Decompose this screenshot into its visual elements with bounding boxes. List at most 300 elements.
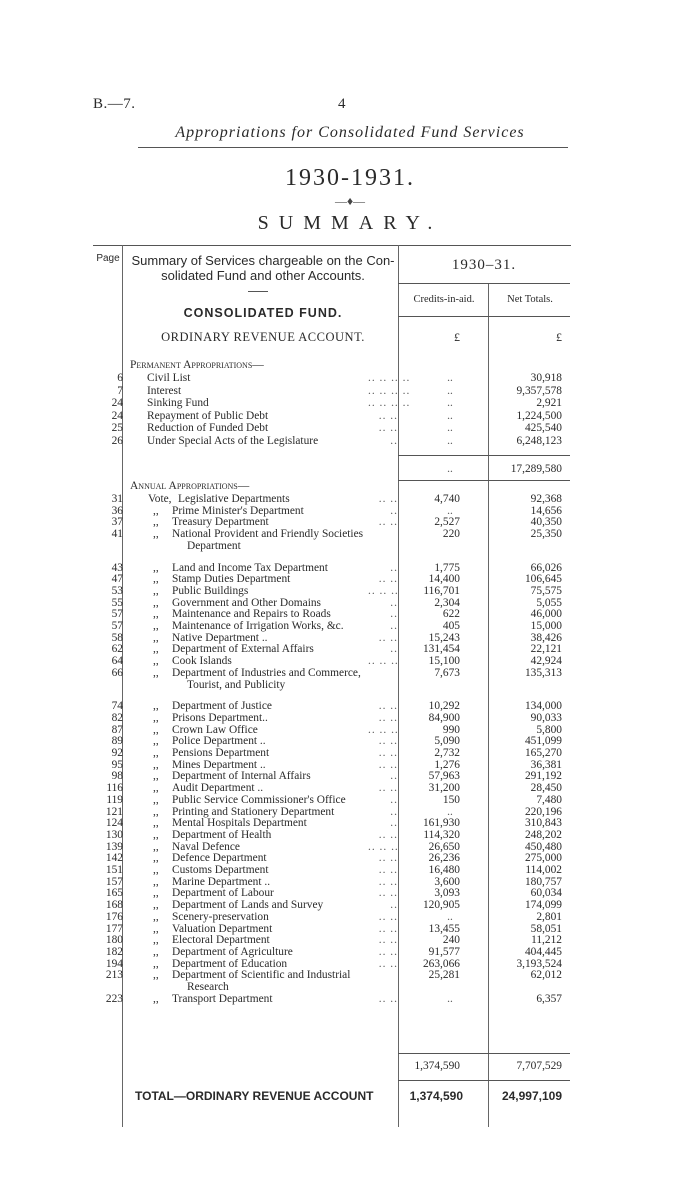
account-title: ORDINARY REVENUE ACCOUNT. <box>161 330 365 344</box>
row-page: 119 <box>106 793 123 806</box>
row-page: 165 <box>105 887 123 900</box>
ditto-mark: ,, <box>153 504 159 517</box>
row-leader-dots: .. .. <box>378 957 398 970</box>
row-net-total: 30,918 <box>530 372 562 384</box>
row-label: Marine Department .. <box>172 875 271 888</box>
row-net-total: 220,196 <box>524 805 562 818</box>
row-credits: 3,600 <box>434 875 460 888</box>
ditto-mark: ,, <box>153 655 159 668</box>
row-page: 64 <box>111 655 123 668</box>
ditto-mark: ,, <box>153 922 159 935</box>
row-label-continuation: Department <box>187 539 241 552</box>
row-net-total: 3,193,524 <box>516 957 562 970</box>
fund-title: CONSOLIDATED FUND. <box>183 306 343 320</box>
ditto-mark: ,, <box>153 573 159 586</box>
table-row <box>0 435 700 448</box>
row-leader-dots: .. .. <box>378 782 398 795</box>
row-credits: 7,673 <box>434 666 460 679</box>
row-label: Prime Minister's Department <box>172 504 304 517</box>
row-credits: 2,732 <box>434 747 460 759</box>
ditto-mark: ,, <box>153 584 159 597</box>
row-net-total: 14,656 <box>530 504 562 517</box>
row-credits: 26,236 <box>428 852 460 865</box>
row-credits: .. <box>447 805 453 818</box>
row-leader-dots: .. .. <box>378 700 398 713</box>
annual-subtotal-row <box>0 1060 700 1073</box>
table-row <box>0 993 700 1006</box>
row-label: Mental Hospitals Department <box>172 817 307 830</box>
year-underline <box>398 283 570 284</box>
row-label: Department of External Affairs <box>172 643 314 656</box>
table-row <box>0 385 700 398</box>
ditto-mark: ,, <box>153 735 159 748</box>
ditto-mark: ,, <box>153 805 159 818</box>
annual-subtotal-credits: 1,374,590 <box>414 1060 460 1072</box>
ditto-mark: ,, <box>153 620 159 632</box>
row-credits: .. <box>447 992 453 1005</box>
row-label: Land and Income Tax Department <box>172 561 328 574</box>
row-net-total: 90,033 <box>530 711 562 724</box>
row-page: 24 <box>111 397 123 410</box>
row-page: 157 <box>105 875 123 888</box>
row-leader-dots: .. .. <box>378 852 398 865</box>
row-leader-dots: .. .. <box>378 992 398 1005</box>
row-label: Printing and Stationery Department <box>172 805 335 818</box>
table-description-line1: Summary of Services chargeable on the Con- <box>131 253 395 268</box>
row-leader-dots: .. .. <box>378 934 398 947</box>
row-page: 31 <box>111 493 123 505</box>
ditto-mark: ,, <box>153 840 159 853</box>
row-page: 139 <box>105 840 123 853</box>
row-page: 57 <box>111 608 123 621</box>
row-page: 36 <box>111 504 123 517</box>
row-label: Legislative Departments <box>178 493 290 505</box>
row-page: 6 <box>117 372 123 384</box>
row-leader-dots: .. .. .. .. <box>368 397 411 410</box>
row-page: 95 <box>111 758 123 771</box>
ditto-mark: ,, <box>153 852 159 865</box>
ditto-mark: ,, <box>153 608 159 621</box>
net-column-header: Net Totals. <box>507 294 553 305</box>
row-net-total: 15,000 <box>530 620 562 632</box>
row-label: Under Special Acts of the Legislature <box>147 435 319 447</box>
row-page: 25 <box>111 422 123 435</box>
row-leader-dots: .. .. <box>378 711 398 724</box>
row-net-total: 404,445 <box>524 945 562 958</box>
ditto-mark: ,, <box>153 817 159 830</box>
row-label: Cook Islands <box>172 655 232 668</box>
row-label: Reduction of Funded Debt <box>147 422 269 435</box>
row-page: 176 <box>105 910 123 923</box>
row-page: 130 <box>105 828 123 841</box>
row-net-total: 22,121 <box>530 643 562 656</box>
row-net-total: 38,426 <box>530 631 562 644</box>
table-row <box>0 422 700 435</box>
row-credits: 990 <box>442 723 460 736</box>
row-leader-dots: .. <box>390 817 398 830</box>
row-net-total: 25,350 <box>530 528 562 541</box>
row-net-total: 7,480 <box>536 793 562 806</box>
table-row-continuation <box>0 540 700 553</box>
row-leader-dots: .. <box>390 770 398 783</box>
row-credits: 4,740 <box>434 493 460 505</box>
row-label: Department of Education <box>172 957 288 970</box>
row-page: 87 <box>111 723 123 736</box>
row-label: Pensions Department <box>172 747 270 759</box>
page-title: Appropriations for Consolidated Fund Services <box>175 124 525 141</box>
row-credits: .. <box>447 384 453 397</box>
row-credits: 131,454 <box>422 643 460 656</box>
row-leader-dots: .. .. .. <box>368 655 399 668</box>
row-label: Interest <box>147 384 182 397</box>
row-credits: 150 <box>442 793 460 806</box>
total-credits: 1,374,590 <box>409 1089 463 1103</box>
row-page: 7 <box>117 384 123 397</box>
short-rule <box>248 291 268 292</box>
row-label: Prisons Department.. <box>172 711 268 724</box>
row-leader-dots: .. .. <box>378 493 398 505</box>
row-leader-dots: .. <box>390 504 398 517</box>
row-credits: 31,200 <box>428 782 460 795</box>
row-page: 168 <box>105 899 123 912</box>
permanent-subtotal-rule <box>398 455 570 456</box>
row-label: Treasury Department <box>172 516 269 529</box>
row-label: Customs Department <box>172 864 269 876</box>
ditto-mark: ,, <box>153 793 159 806</box>
ditto-mark: ,, <box>153 643 159 656</box>
page-number: 4 <box>338 96 346 112</box>
row-leader-dots: .. .. <box>378 875 398 888</box>
row-leader-dots: .. .. <box>378 631 398 644</box>
row-leader-dots: .. .. <box>378 922 398 935</box>
table-row-continuation <box>0 679 700 692</box>
row-net-total: 6,357 <box>536 992 562 1005</box>
row-page: 177 <box>105 922 123 935</box>
row-page: 47 <box>111 573 123 586</box>
row-leader-dots: .. .. <box>378 735 398 748</box>
row-credits: 15,100 <box>428 655 460 668</box>
row-page: 121 <box>105 805 123 818</box>
row-page: 142 <box>105 852 123 865</box>
row-net-total: 451,099 <box>524 735 562 748</box>
title-rule <box>138 147 568 148</box>
row-net-total: 114,002 <box>525 864 562 876</box>
row-net-total: 58,051 <box>530 922 562 935</box>
row-credits: .. <box>447 910 453 923</box>
row-net-total: 134,000 <box>524 700 562 713</box>
row-credits: 10,292 <box>428 700 460 713</box>
ditto-mark: ,, <box>153 758 159 771</box>
year-heading: 1930-1931. <box>285 165 415 191</box>
row-credits: 2,304 <box>434 596 460 609</box>
row-net-total: 66,026 <box>530 561 562 574</box>
table-row <box>0 410 700 423</box>
row-label: Mines Department .. <box>172 758 266 771</box>
row-label: Department of Industries and Commerce, <box>172 666 361 679</box>
row-page: 66 <box>111 666 123 679</box>
ditto-mark: ,, <box>153 700 159 713</box>
row-page: 180 <box>105 934 123 947</box>
table-description-header <box>128 253 398 283</box>
row-page: 37 <box>111 516 123 529</box>
row-net-total: 180,757 <box>524 875 562 888</box>
row-credits: .. <box>447 409 453 422</box>
permanent-appropriations-heading: Permanent Appropriations— <box>130 359 264 371</box>
row-net-total: 11,212 <box>531 934 562 947</box>
row-label: Naval Defence <box>172 840 240 853</box>
row-net-total: 2,921 <box>536 397 562 410</box>
annual-subtotal-net: 7,707,529 <box>516 1060 562 1072</box>
row-credits: 15,243 <box>428 631 460 644</box>
row-credits: 1,276 <box>434 758 460 771</box>
row-page: 58 <box>111 631 123 644</box>
row-label: Department of Justice <box>172 700 272 713</box>
total-top-rule <box>398 1080 570 1081</box>
ditto-mark: ,, <box>153 875 159 888</box>
row-page: 92 <box>111 747 123 759</box>
row-leader-dots: .. .. .. <box>368 584 399 597</box>
row-label: Department of Health <box>172 828 272 841</box>
row-credits: 161,930 <box>422 817 460 830</box>
row-leader-dots: .. <box>390 561 398 574</box>
ornament-divider: —♦— <box>334 194 366 208</box>
row-credits: 26,650 <box>428 840 460 853</box>
row-credits: 84,900 <box>428 711 460 724</box>
row-leader-dots: .. .. <box>378 573 398 586</box>
row-page: 26 <box>111 435 123 447</box>
row-leader-dots: .. .. <box>378 910 398 923</box>
row-leader-dots: .. .. <box>378 409 398 422</box>
row-page: 194 <box>105 957 123 970</box>
row-credits: 622 <box>442 608 460 621</box>
row-net-total: 106,645 <box>524 573 562 586</box>
row-leader-dots: .. <box>390 805 398 818</box>
ditto-mark: ,, <box>153 516 159 529</box>
table-row <box>0 397 700 410</box>
row-net-total: 60,034 <box>530 887 562 900</box>
row-page: 41 <box>111 528 123 541</box>
row-net-total: 36,381 <box>530 758 562 771</box>
row-label: Electoral Department <box>172 934 270 947</box>
row-credits: 263,066 <box>422 957 460 970</box>
row-leader-dots: .. .. <box>378 422 398 435</box>
row-credits: 114,320 <box>423 828 460 841</box>
ditto-mark: ,, <box>153 945 159 958</box>
row-net-total: 40,350 <box>530 516 562 529</box>
credits-currency: £ <box>454 330 460 344</box>
row-label: Department of Agriculture <box>172 945 293 958</box>
row-net-total: 92,368 <box>530 493 562 505</box>
net-currency: £ <box>556 330 562 344</box>
row-page: 223 <box>105 992 123 1005</box>
row-page: 74 <box>111 700 123 713</box>
row-leader-dots: .. .. <box>378 887 398 900</box>
row-leader-dots: .. .. .. <box>368 723 399 736</box>
row-label: Native Department .. <box>172 631 268 644</box>
row-label: Maintenance and Repairs to Roads <box>172 608 331 621</box>
ditto-mark: ,, <box>153 723 159 736</box>
row-leader-dots: .. .. <box>378 945 398 958</box>
ditto-mark: ,, <box>153 782 159 795</box>
permanent-subtotal-row <box>0 463 700 476</box>
total-row <box>0 1090 700 1105</box>
row-net-total: 2,801 <box>536 910 562 923</box>
row-credits: 14,400 <box>428 573 460 586</box>
row-credits: 220 <box>442 528 460 541</box>
row-label: Department of Internal Affairs <box>172 770 311 783</box>
row-credits: 57,963 <box>428 770 460 783</box>
ditto-mark: ,, <box>153 992 159 1005</box>
ditto-mark: ,, <box>153 899 159 912</box>
table-description-line2: solidated Fund and other Accounts. <box>161 268 365 283</box>
row-credits: 240 <box>442 934 460 947</box>
row-net-total: 135,313 <box>524 666 562 679</box>
row-credits: 1,775 <box>434 561 460 574</box>
ditto-mark: ,, <box>153 561 159 574</box>
row-page: 213 <box>105 969 123 982</box>
row-label: Government and Other Domains <box>172 596 321 609</box>
row-label: Public Service Commissioner's Office <box>172 793 346 806</box>
annual-top-rule <box>398 480 570 481</box>
row-page: 151 <box>105 864 123 876</box>
row-label: Department of Labour <box>172 887 274 900</box>
row-leader-dots: .. <box>390 793 398 806</box>
ditto-mark: ,, <box>153 711 159 724</box>
row-net-total: 62,012 <box>530 969 562 982</box>
row-leader-dots: .. .. .. .. <box>368 372 411 384</box>
row-net-total: 46,000 <box>530 608 562 621</box>
ditto-mark: ,, <box>153 934 159 947</box>
row-label: Police Department .. <box>172 735 266 748</box>
credits-column-header: Credits-in-aid. <box>413 294 475 305</box>
ditto-mark: ,, <box>153 631 159 644</box>
ditto-mark: ,, <box>153 864 159 876</box>
document-reference: B.—7. <box>93 96 136 112</box>
row-leader-dots: .. .. <box>378 516 398 529</box>
ditto-mark: ,, <box>153 910 159 923</box>
row-leader-dots: .. <box>390 643 398 656</box>
row-credits: 3,093 <box>434 887 460 900</box>
row-label: Crown Law Office <box>172 723 258 736</box>
row-leader-dots: .. .. <box>378 864 398 876</box>
row-net-total: 275,000 <box>524 852 562 865</box>
row-label-continuation: Tourist, and Publicity <box>187 678 286 691</box>
ditto-mark: ,, <box>153 828 159 841</box>
row-label: Department of Lands and Survey <box>172 899 324 912</box>
row-leader-dots: .. <box>390 620 398 632</box>
annual-subtotal-rule <box>398 1053 570 1054</box>
row-credits: .. <box>447 435 453 447</box>
row-label: Public Buildings <box>172 584 249 597</box>
row-credits: 2,527 <box>434 516 460 529</box>
row-page: 53 <box>111 584 123 597</box>
annual-appropriations-heading: Annual Appropriations— <box>130 480 250 492</box>
row-page: 55 <box>111 596 123 609</box>
row-label: Valuation Department <box>172 922 273 935</box>
row-net-total: 5,055 <box>536 596 562 609</box>
ditto-mark: ,, <box>153 969 159 982</box>
ditto-mark: ,, <box>153 887 159 900</box>
row-net-total: 5,800 <box>536 723 562 736</box>
row-credits: 16,480 <box>428 864 460 876</box>
row-net-total: 28,450 <box>530 782 562 795</box>
permanent-subtotal-net: 17,289,580 <box>510 463 562 475</box>
row-credits: .. <box>447 397 453 410</box>
row-net-total: 6,248,123 <box>516 435 562 447</box>
ditto-mark: ,, <box>153 666 159 679</box>
row-label: Sinking Fund <box>147 397 209 410</box>
row-label: Transport Department <box>172 992 273 1005</box>
row-page: 43 <box>111 561 123 574</box>
vote-prefix: Vote, <box>148 493 172 505</box>
row-credits: .. <box>447 422 453 435</box>
ditto-mark: ,, <box>153 596 159 609</box>
row-page: 24 <box>111 409 123 422</box>
row-net-total: 174,099 <box>524 899 562 912</box>
row-page: 98 <box>111 770 123 783</box>
row-page: 182 <box>105 945 123 958</box>
row-page: 116 <box>106 782 123 795</box>
row-net-total: 291,192 <box>524 770 562 783</box>
row-net-total: 248,202 <box>524 828 562 841</box>
row-leader-dots: .. .. <box>378 747 398 759</box>
row-label: Civil List <box>147 372 191 384</box>
row-label: Maintenance of Irrigation Works, &c. <box>172 620 344 632</box>
page-column-header: Page <box>96 253 120 264</box>
row-net-total: 310,843 <box>524 817 562 830</box>
permanent-subtotal-credits: .. <box>447 463 453 475</box>
row-leader-dots: .. <box>390 435 398 447</box>
row-label: Audit Department .. <box>172 782 264 795</box>
row-leader-dots: .. .. .. <box>368 840 399 853</box>
row-net-total: 450,480 <box>524 840 562 853</box>
table-top-rule <box>93 245 571 246</box>
row-page: 62 <box>111 643 123 656</box>
row-page: 124 <box>105 817 123 830</box>
row-label: Repayment of Public Debt <box>147 409 269 422</box>
row-net-total: 165,270 <box>524 747 562 759</box>
row-label: Scenery-preservation <box>172 910 269 923</box>
row-net-total: 1,224,500 <box>516 409 562 422</box>
row-leader-dots: .. <box>390 596 398 609</box>
ditto-mark: ,, <box>153 770 159 783</box>
row-label: Department of Scientific and Industrial <box>172 969 351 982</box>
row-credits: 120,905 <box>422 899 460 912</box>
row-leader-dots: .. <box>390 899 398 912</box>
row-credits: 116,701 <box>423 584 460 597</box>
row-credits: .. <box>447 504 453 517</box>
column-header-rule <box>398 316 570 317</box>
row-page: 57 <box>111 620 123 632</box>
row-page: 82 <box>111 711 123 724</box>
row-net-total: 9,357,578 <box>516 384 562 397</box>
row-label: Stamp Duties Department <box>172 573 291 586</box>
row-net-total: 42,924 <box>530 655 562 668</box>
row-credits: .. <box>447 372 453 384</box>
ditto-mark: ,, <box>153 957 159 970</box>
ditto-mark: ,, <box>153 747 159 759</box>
table-row <box>0 372 700 385</box>
total-label: TOTAL—ORDINARY REVENUE ACCOUNT <box>135 1089 374 1103</box>
row-label: National Provident and Friendly Societies <box>172 528 364 541</box>
ditto-mark: ,, <box>153 528 159 541</box>
row-leader-dots: .. .. <box>378 758 398 771</box>
row-credits: 5,090 <box>434 735 460 748</box>
row-label: Defence Department <box>172 852 267 865</box>
row-leader-dots: .. <box>390 608 398 621</box>
row-net-total: 425,540 <box>524 422 562 435</box>
row-credits: 13,455 <box>428 922 460 935</box>
